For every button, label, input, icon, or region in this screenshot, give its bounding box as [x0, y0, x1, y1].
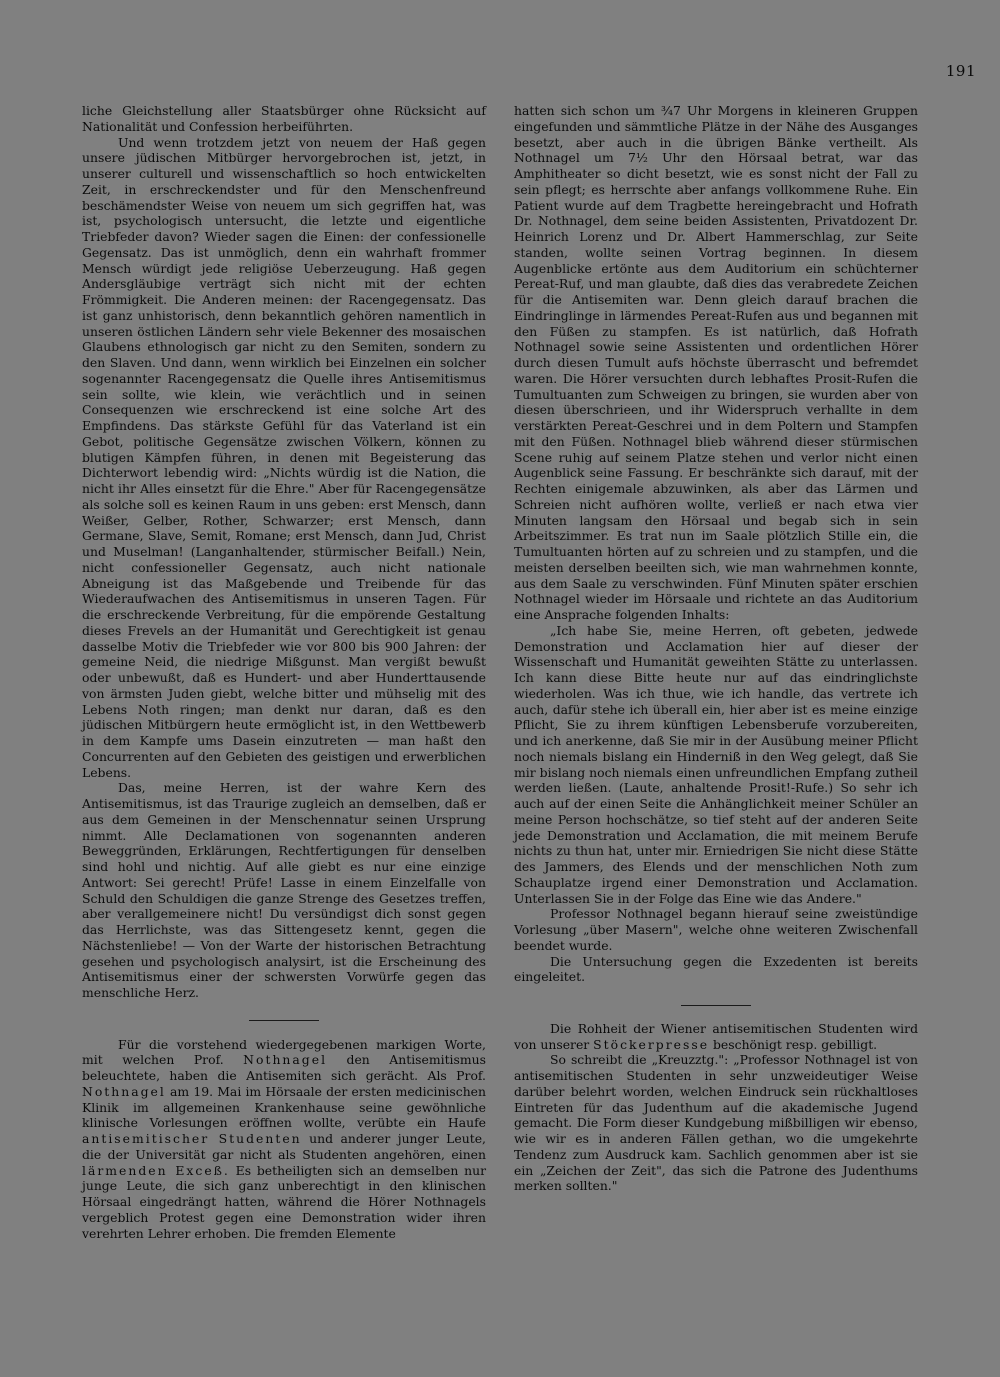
press-text: Die Rohheit der Wiener antisemitischen Studenten wird von unserer: [514, 1020, 918, 1052]
report-paragraph: [82, 1037, 486, 1242]
emphasized-name: Nothnagel: [243, 1052, 328, 1068]
paragraph: Und wenn trotzdem jetzt von neuem der Haß gegen unsere jüdischen Mitbürger hervorgebrochen ist, jetzt, in unserer culturell und wissenschaftlich so hoch entwickelten Zeit, in erschreckendster und für den Menschenfreund beschämendster Weise von neuem um sich gegriffen hat, was ist, psychologisch untersucht, die letzte und eigentliche Triebfeder davon? Wieder sagen die Einen: der confessionelle Gegensatz. Das ist unmöglich, denn ein wahrhaft frommer Mensch würdigt jede religiöse Ueberzeugung. Haß gegen Andersgläubige verträgt sich nicht mit der echten Frömmigkeit. Die Anderen meinen: der Racengegensatz. Das ist ganz unhistorisch, denn bekanntlich gehören namentlich in unseren östlichen Ländern sehr viele Bekenner des mosaischen Glaubens ethnologisch gar nicht zu den Semiten, sondern zu den Slaven. Und dann, wenn wirklich bei Einzelnen ein solcher sogenannter Racengegensatz die Quelle ihres Antisemitismus sein sollte, wie klein, wie verächtlich und in seinen Consequenzen wie erschreckend ist eine solche Art des Empfindens. Das stärkste Gefühl für das Vaterland ist ein Gebot, politische Gegensätze zwischen Völkern, können zu blutigen Kämpfen führen, in denen mit Begeisterung das Dichterwort lebendig wird: „Nichts würdig ist die Nation, die nicht ihr Alles einsetzt für die Ehre." Aber für Racengegensätze als solche soll es keinen Raum in uns geben: erst Mensch, dann Weißer, Gelber, Rother, Schwarzer; erst Mensch, dann Germane, Slave, Semit, Romane; erst Mensch, dann Jud, Christ und Muselman! (Langanhaltender, stürmischer Beifall.) Nein, nicht confessioneller Gegensatz, auch nicht nationale Abneigung ist das Maßgebende und Treibende für das Wiederaufwachen des Antisemitismus in unseren Tagen. Für die erschreckende Verbreitung, für die empörende Gestaltung dieses Frevels an der Humanität und Gerechtigkeit ist genau dasselbe Motiv die Triebfeder wie vor 800 bis 900 Jahren: der gemeine Neid, die niedrige Mißgunst. Man vergißt bewußt oder unbewußt, daß es Hundert- und aber Hunderttausende von ärmsten Juden giebt, welche bitter und mühselig mit des Lebens Noth ringen; man denkt nur daran, daß es den jüdischen Mitbürgern heute ermöglicht ist, in den Wettbewerb in dem Kampfe ums Dasein einzutreten — man haßt den Concurrenten auf den Gebieten des geistigen und erwerblichen Lebens.: [82, 134, 486, 780]
page-number: 191: [945, 62, 976, 80]
section-divider: [514, 997, 918, 1013]
press-paragraph: [514, 1021, 918, 1053]
press-quote: So schreibt die „Kreuzztg.": „Professor Nothnagel ist von antisemitischen Studenten in sehr unzweideutiger Weise darüber belehrt worden, welchen Eindruck sein rückhaltloses Eintreten für das Judenthum auf die akademische Jugend gemacht. Die Form dieser Kundgebung mißbilligen wir ebenso, wie wir es in anderen Fällen gethan, wo die umgekehrte Tendenz zum Ausdruck kam. Sachlich genommen aber ist sie ein „Zeichen der Zeit", das sich die Patrone des Judenthums merken sollten.": [514, 1052, 918, 1194]
paragraph-continuation: hatten sich schon um ¾7 Uhr Morgens in kleineren Gruppen eingefunden und sämmtliche Plätze in der Nähe des Ausganges besetzt, aber auch in die übrigen Bänke vertheilt. Als Nothnagel um 7½ Uhr den Hörsaal betrat, war das Amphitheater so dicht besetzt, wie es sonst nicht der Fall zu sein pflegt; es herrschte aber anfangs vollkommene Ruhe. Ein Patient wurde auf dem Tragbette hereingebracht und Hofrath Dr. Nothnagel, dem seine beiden Assistenten, Privatdozent Dr. Heinrich Lorenz und Dr. Albert Hammerschlag, zur Seite standen, wollte seinen Vortrag beginnen. In diesem Augenblicke ertönte aus dem Auditorium ein schüchterner Pereat-Ruf, und man glaubte, daß dies das verabredete Zeichen für die Antisemiten war. Denn gleich darauf brachen die Eindringlinge in lärmendes Pereat-Rufen aus und begannen mit den Füßen zu stampfen. Es ist natürlich, daß Hofrath Nothnagel sowie seine Assistenten und ordentlichen Hörer durch diesen Tumult aufs höchste überrascht und befremdet waren. Die Hörer versuchten durch lebhaftes Prosit-Rufen die Tumultuanten zum Schweigen zu bringen, sie wurden aber von diesen überschrieen, und ihr Widerspruch verhallte in dem verstärkten Pereat-Geschrei und in dem Poltern und Stampfen mit den Füßen. Nothnagel blieb während dieser stürmischen Scene ruhig auf seinem Platze stehen und verlor nicht einen Augenblick seine Fassung. Er beschränkte sich darauf, mit der Rechten einigemale abzuwinken, als aber das Lärmen und Schreien nicht aufhören wollte, verließ er nach etwa vier Minuten langsam den Hörsaal und begab sich in sein Arbeitszimmer. Es trat nun im Saale plötzlich Stille ein, die Tumultuanten hörten auf zu schreien und zu stampfen, und die meisten derselben beeilten sich, wie man wahrnehmen konnte, aus dem Saale zu verschwinden. Fünf Minuten später erschien Nothnagel wieder im Hörsaale und richtete an das Auditorium eine Ansprache folgenden Inhalts:: [514, 103, 918, 622]
left-column: [82, 103, 486, 1241]
right-column: [514, 103, 918, 1194]
report-text: am 19. Mai im Hörsaale der ersten medicinischen Klinik im allgemeinen Krankenhause seine gewöhnliche klinische Vorlesungen eröffnen wollte, verübte ein Haufe: [82, 1083, 486, 1131]
emphasized-term: Stöckerpresse: [593, 1036, 710, 1052]
paragraph: Professor Nothnagel begann hierauf seine zweistündige Vorlesung „über Masern", welche ohne weiteren Zwischenfall beendet wurde.: [514, 906, 918, 953]
speech-quote: „Ich habe Sie, meine Herren, oft gebeten, jedwede Demonstration und Acclamation hier auf dieser der Wissenschaft und Humanität geweihten Stätte zu unterlassen. Ich kann diese Bitte heute nur auf das eindringlichste wiederholen. Was ich thue, wie ich handle, das vertrete ich auch, dafür stehe ich überall ein, hier aber ist es meine einzige Pflicht, Sie zu ihrem künftigen Lebensberufe vorzubereiten, und ich anerkenne, daß Sie mir in der Ausübung meiner Pflicht noch niemals bislang ein Hinderniß in den Weg gelegt, daß Sie mir bislang noch niemals einen unfreundlichen Empfang zutheil werden ließen. (Laute, anhaltende Prosit!-Rufe.) So sehr ich auch auf der einen Seite die Anhänglichkeit meiner Schüler an meine Person hochschätze, so tief steht auf der anderen Seite jede Demonstration und Acclamation, die mit meinem Berufe nichts zu thun hat, unter mir. Erniedrigen Sie nicht diese Stätte des Jammers, des Elends und der menschlichen Noth zum Schauplatze irgend einer Demonstration und Acclamation. Unterlassen Sie in der Folge das Eine wie das Andere.": [514, 622, 918, 906]
report-text: Es betheiligten sich an demselben nur junge Leute, die sich ganz unberechtigt in den klinischen Hörsaal eingedrängt hatten, während die Hörer Nothnagels vergeblich Protest gegen eine Demonstration wider ihren verehrten Lehrer erhoben. Die fremden Elemente: [82, 1162, 486, 1241]
paragraph: Das, meine Herren, ist der wahre Kern des Antisemitismus, ist das Traurige zugleich an demselben, daß er aus dem Gemeinen in der Menschennatur seinen Ursprung nimmt. Alle Declamationen von sogenannten anderen Beweggründen, Erklärungen, Rechtfertigungen für denselben sind hohl und nichtig. Auf alle giebt es nur eine einzige Antwort: Sei gerecht! Prüfe! Lasse in einem Einzelfalle von Schuld den Schuldigen die ganze Strenge des Gesetzes treffen, aber verallgemeinere nicht! Du versündigst dich sonst gegen das Herrlichste, was das Sittengesetz kennt, gegen die Nächstenliebe! — Von der Warte der historischen Betrachtung gesehen und psychologisch analysirt, ist die Erscheinung des Antisemitismus einer der schwersten Vorwürfe gegen das menschliche Herz.: [82, 780, 486, 1000]
paragraph-continuation: liche Gleichstellung aller Staatsbürger ohne Rücksicht auf Nationalität und Confession herbeiführten.: [82, 103, 486, 134]
section-divider: [82, 1013, 486, 1029]
emphasized-name: Nothnagel: [82, 1083, 166, 1099]
emphasized-term: antisemitischer Studenten: [82, 1131, 302, 1146]
press-text: beschönigt resp. gebilligt.: [713, 1036, 878, 1052]
report-text: den Antisemitismus beleuchtete, haben die Antisemiten sich gerächt. Als Prof.: [82, 1052, 486, 1083]
report-text: Für die vorstehend wiedergegebenen markigen Worte, mit welchen Prof.: [82, 1036, 486, 1068]
report-text: und anderer junger Leute, die der Universität gar nicht als Studenten angehören, einen: [82, 1131, 486, 1162]
paragraph: Die Untersuchung gegen die Exzedenten ist bereits eingeleitet.: [514, 953, 918, 985]
emphasized-term: lärmenden Exceß.: [82, 1162, 230, 1178]
